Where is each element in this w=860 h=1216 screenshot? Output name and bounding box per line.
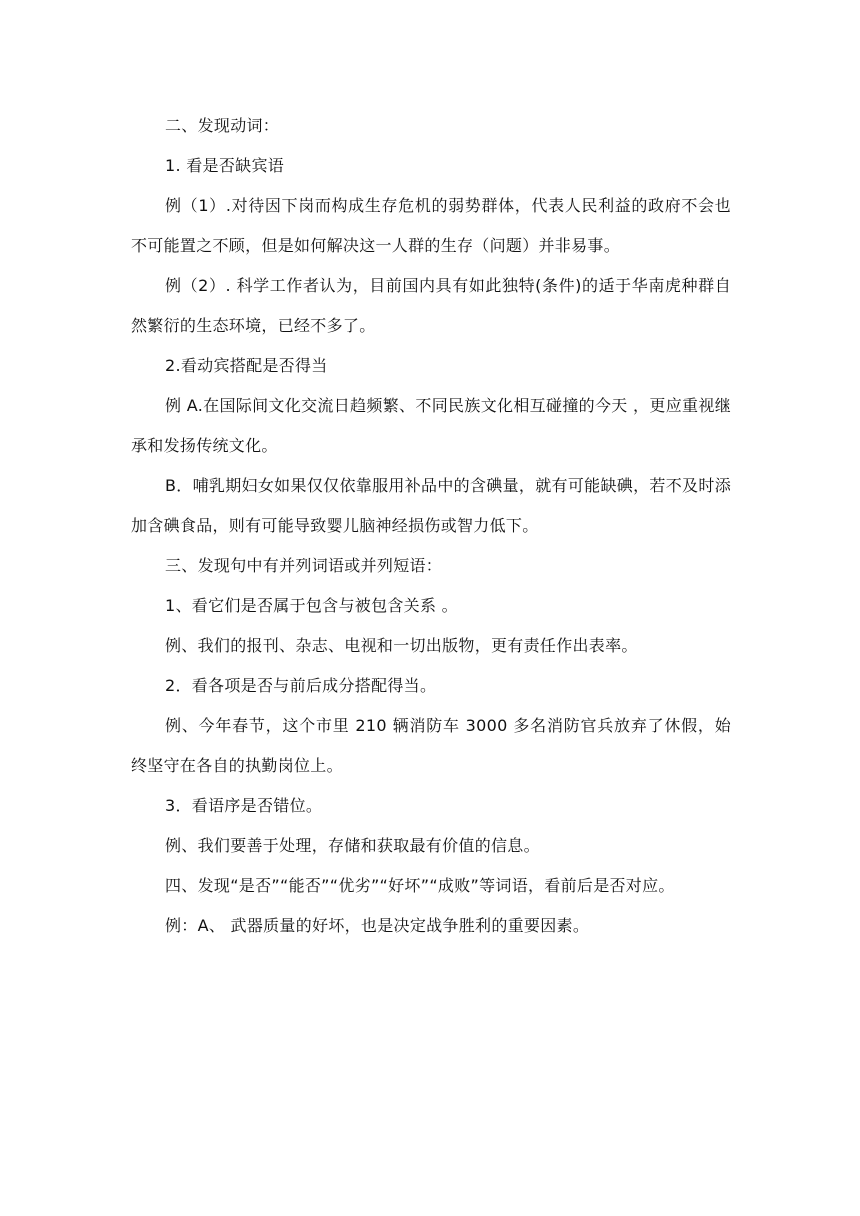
heading-parallel-phrases: 三、发现句中有并列词语或并列短语：	[165, 556, 443, 575]
example-b: B．哺乳期妇女如果仅仅依靠服用补品中的含碘量，就有可能缺碘，若不及时添加含碘食品，则有可能导致婴儿脑神经损伤或智力低下。	[131, 476, 731, 535]
example-inclusion: 例、我们的报刊、杂志、电视和一切出版物，更有责任作出表率。	[165, 636, 638, 655]
heading-verbs: 二、发现动词：	[165, 116, 280, 135]
subheading-matching: 2．看各项是否与前后成分搭配得当。	[165, 676, 437, 695]
subheading-missing-object: 1. 看是否缺宾语	[165, 156, 285, 175]
example-a: 例 A.在国际间文化交流日趋频繁、不同民族文化相互碰撞的今天 ，更应重视继承和发扬传统文化。	[131, 396, 731, 455]
example-word-order: 例、我们要善于处理，存储和获取最有价值的信息。	[165, 836, 540, 855]
example-2: 例（2）. 科学工作者认为，目前国内具有如此独特(条件)的适于华南虎种群自然繁衍的生态环境，已经不多了。	[131, 276, 731, 335]
example-correspondence: 例：A、 武器质量的好坏，也是决定战争胜利的重要因素。	[165, 916, 590, 935]
example-matching: 例、今年春节，这个市里 210 辆消防车 3000 多名消防官兵放弃了休假，始终坚守在各自的执勤岗位上。	[131, 716, 731, 775]
heading-correspondence: 四、发现“是否”“能否”“优劣”“好坏”“成败”等词语，看前后是否对应。	[165, 876, 675, 895]
document-body	[131, 106, 731, 946]
subheading-word-order: 3．看语序是否错位。	[165, 796, 323, 815]
example-1: 例（1）.对待因下岗而构成生存危机的弱势群体，代表人民利益的政府不会也不可能置之不顾，但是如何解决这一人群的生存（问题）并非易事。	[131, 196, 731, 255]
subheading-inclusion: 1、看它们是否属于包含与被包含关系 。	[165, 596, 458, 615]
subheading-verb-object-match: 2.看动宾搭配是否得当	[165, 356, 328, 375]
